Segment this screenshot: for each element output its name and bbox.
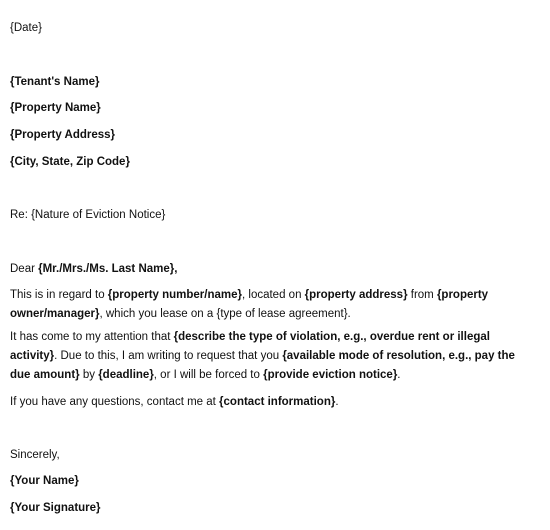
letter-date: {Date} xyxy=(10,22,42,34)
paragraph-violation xyxy=(10,328,538,385)
paragraph-violation-text-4: , or I will be forced to xyxy=(153,369,264,381)
paragraph-contact-text-2: . xyxy=(335,396,339,408)
paragraph-violation-text-3: by xyxy=(79,369,99,381)
paragraph-contact xyxy=(10,395,339,409)
paragraph-violation-text-1: It has come to my attention that xyxy=(10,331,174,343)
closing: Sincerely, xyxy=(10,449,60,461)
paragraph-violation-text-2: . Due to this, I am writing to request that you xyxy=(54,350,283,362)
salutation-prefix: Dear xyxy=(10,263,39,275)
recipient-property-name-text: {Property Name} xyxy=(10,102,101,114)
paragraph-property-text-2: , located on xyxy=(242,289,305,301)
recipient-property-address-text: {Property Address} xyxy=(10,129,116,141)
paragraph-contact-text-1: If you have any questions, contact me at xyxy=(10,396,220,408)
contact-info-placeholder: {contact information} xyxy=(219,396,336,408)
recipient-city-state-zip-text: {City, State, Zip Code} xyxy=(10,156,130,168)
recipient-name xyxy=(10,75,99,89)
salutation xyxy=(10,262,177,276)
property-number-placeholder: {property number/name} xyxy=(107,289,242,301)
paragraph-property xyxy=(10,286,538,324)
sender-signature-text: {Your Signature} xyxy=(10,502,101,514)
paragraph-property-text-4: , which you lease on a {type of lease agreement}. xyxy=(99,308,351,320)
resolution-placeholder: {available mode of resolution, e.g., pay the due amount} xyxy=(10,350,515,381)
violation-placeholder: {describe the type of violation, e.g., overdue rent or illegal activity} xyxy=(10,331,490,362)
sender-name xyxy=(10,474,79,488)
property-owner-placeholder: {property owner/manager} xyxy=(10,289,489,320)
deadline-placeholder: {deadline} xyxy=(98,369,154,381)
sender-signature xyxy=(10,501,101,515)
recipient-name-text: {Tenant's Name} xyxy=(10,76,100,88)
salutation-name: {Mr./Mrs./Ms. Last Name}, xyxy=(38,263,178,275)
paragraph-property-text-3: from xyxy=(407,289,437,301)
subject-line: Re: {Nature of Eviction Notice} xyxy=(10,209,166,221)
paragraph-violation-text-5: . xyxy=(397,369,401,381)
recipient-property-name xyxy=(10,101,101,115)
eviction-notice-placeholder: {provide eviction notice} xyxy=(263,369,398,381)
sender-name-text: {Your Name} xyxy=(10,475,79,487)
property-address-placeholder: {property address} xyxy=(304,289,408,301)
recipient-property-address xyxy=(10,128,115,142)
paragraph-property-text-1: This is in regard to xyxy=(10,289,108,301)
recipient-city-state-zip xyxy=(10,155,130,169)
